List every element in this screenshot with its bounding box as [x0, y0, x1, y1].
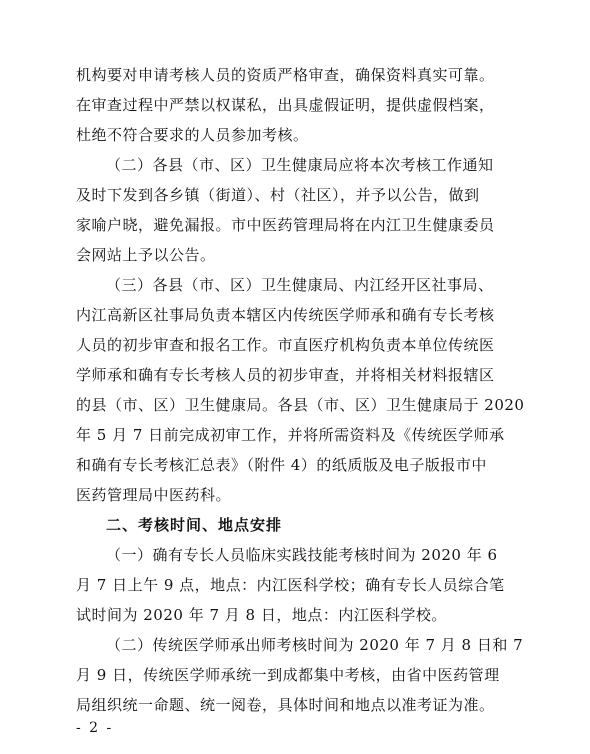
body-line: 和确有专长考核汇总表》（附件 4）的纸质版及电子版报市中 — [76, 456, 487, 474]
paragraph-start-line: （三）各县（市、区）卫生健康局、内江经开区社事局、 — [106, 276, 494, 294]
body-line: 医药管理局中医药科。 — [76, 486, 232, 504]
body-line: 及时下发到各乡镇（街道）、村（社区），并予以公告，做到 — [76, 186, 480, 204]
body-line: 月 7 日上午 9 点，地点：内江医科学校；确有专长人员综合笔 — [76, 576, 505, 594]
body-line: 机构要对申请考核人员的资质严格审查，确保资料真实可靠。 — [76, 66, 495, 84]
body-line: 月 9 日，传统医学师承统一到成都集中考核，由省中医药管理 — [76, 666, 500, 684]
document-body — [76, 60, 524, 720]
body-line: 局组织统一命题、统一阅卷，具体时间和地点以准考证为准。 — [76, 696, 495, 714]
body-line: 家喻户晓，避免漏报。市中医药管理局将在内江卫生健康委员 — [76, 216, 495, 234]
body-line: 内江高新区社事局负责本辖区内传统医学师承和确有专长考核 — [76, 306, 495, 324]
paragraph-start-line: （二）传统医学师承出师考核时间为 2020 年 7 月 8 日和 7 — [106, 636, 524, 654]
body-line: 杜绝不符合要求的人员参加考核。 — [76, 126, 309, 144]
body-line: 会网站上予以公告。 — [76, 246, 216, 264]
body-line: 试时间为 2020 年 7 月 8 日，地点：内江医科学校。 — [76, 606, 447, 624]
paragraph-start-line: （二）各县（市、区）卫生健康局应将本次考核工作通知 — [106, 156, 494, 174]
section-heading: 二、考核时间、地点安排 — [106, 516, 283, 534]
paragraph-start-line: （一）确有专长人员临床实践技能考核时间为 2020 年 6 — [106, 546, 498, 564]
body-line: 人员的初步审查和报名工作。市直医疗机构负责本单位传统医 — [76, 336, 495, 354]
body-line: 的县（市、区）卫生健康局。各县（市、区）卫生健康局于 2020 — [76, 396, 525, 414]
body-line: 在审查过程中严禁以权谋私，出具虚假证明，提供虚假档案， — [76, 96, 495, 114]
body-line: 学师承和确有专长考核人员的初步审查，并将相关材料报辖区 — [76, 366, 495, 384]
body-line: 年 5 月 7 日前完成初审工作，并将所需资料及《传统医学师承 — [76, 426, 505, 444]
page-number: - 2 - — [76, 720, 114, 736]
